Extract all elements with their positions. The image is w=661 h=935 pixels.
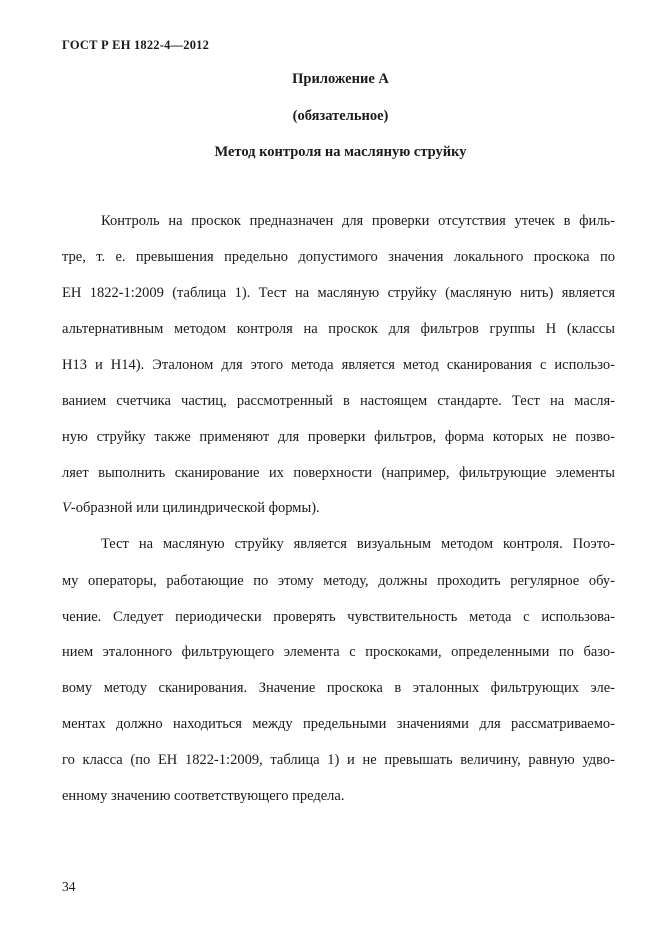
paragraph-line: чение. Следует периодически проверять чувствительность метода с использова-	[62, 609, 615, 625]
paragraph-line: Контроль на проскок предназначен для проверки отсутствия утечек в филь-	[101, 213, 615, 229]
paragraph-line: ментах должно находиться между предельными значениями для рассматриваемо-	[62, 716, 615, 732]
paragraph-line: Тест на масляную струйку является визуальным методом контроля. Поэто-	[101, 536, 615, 552]
annex-subject: Метод контроля на масляную струйку	[214, 144, 467, 160]
paragraph-line: го класса (по ЕН 1822-1:2009, таблица 1) и не превышать величину, равную удво-	[62, 752, 615, 768]
paragraph-line-rest: -образной или цилиндрической формы).	[70, 500, 320, 516]
page-number: 34	[62, 879, 76, 894]
paragraph-line	[62, 498, 615, 518]
paragraph-line: альтернативным методом контроля на проскок для фильтров группы Н (классы	[62, 321, 615, 337]
paragraph-line: ЕН 1822-1:2009 (таблица 1). Тест на масляную струйку (масляную нить) является	[62, 285, 615, 301]
paragraph-line: енному значению соответствующего предела.	[62, 788, 345, 804]
paragraph-line: ванием счетчика частиц, рассмотренный в настоящем стандарте. Тест на масля-	[62, 393, 615, 409]
paragraph-line: вому методу сканирования. Значение проскока в эталонных фильтрующих эле-	[62, 680, 615, 696]
annex-title: Приложение А	[292, 71, 389, 87]
paragraph-line: му операторы, работающие по этому методу, должны проходить регулярное обу-	[62, 573, 615, 589]
annex-status: (обязательное)	[292, 108, 389, 124]
italic-letter: V	[62, 500, 71, 516]
paragraph-line: тре, т. е. превышения предельно допустимого значения локального проскока по	[62, 249, 615, 265]
paragraph-line: ляет выполнить сканирование их поверхности (например, фильтрующие элементы	[62, 465, 615, 481]
paragraph-line: нием эталонного фильтрующего элемента с проскоками, определенными по базо-	[62, 644, 615, 660]
paragraph-line: ную струйку также применяют для проверки фильтров, форма которых не позво-	[62, 429, 615, 445]
standard-code-header: ГОСТ Р ЕН 1822-4—2012	[62, 38, 210, 52]
paragraph-line: Н13 и Н14). Эталоном для этого метода является метод сканирования с использо-	[62, 357, 615, 373]
